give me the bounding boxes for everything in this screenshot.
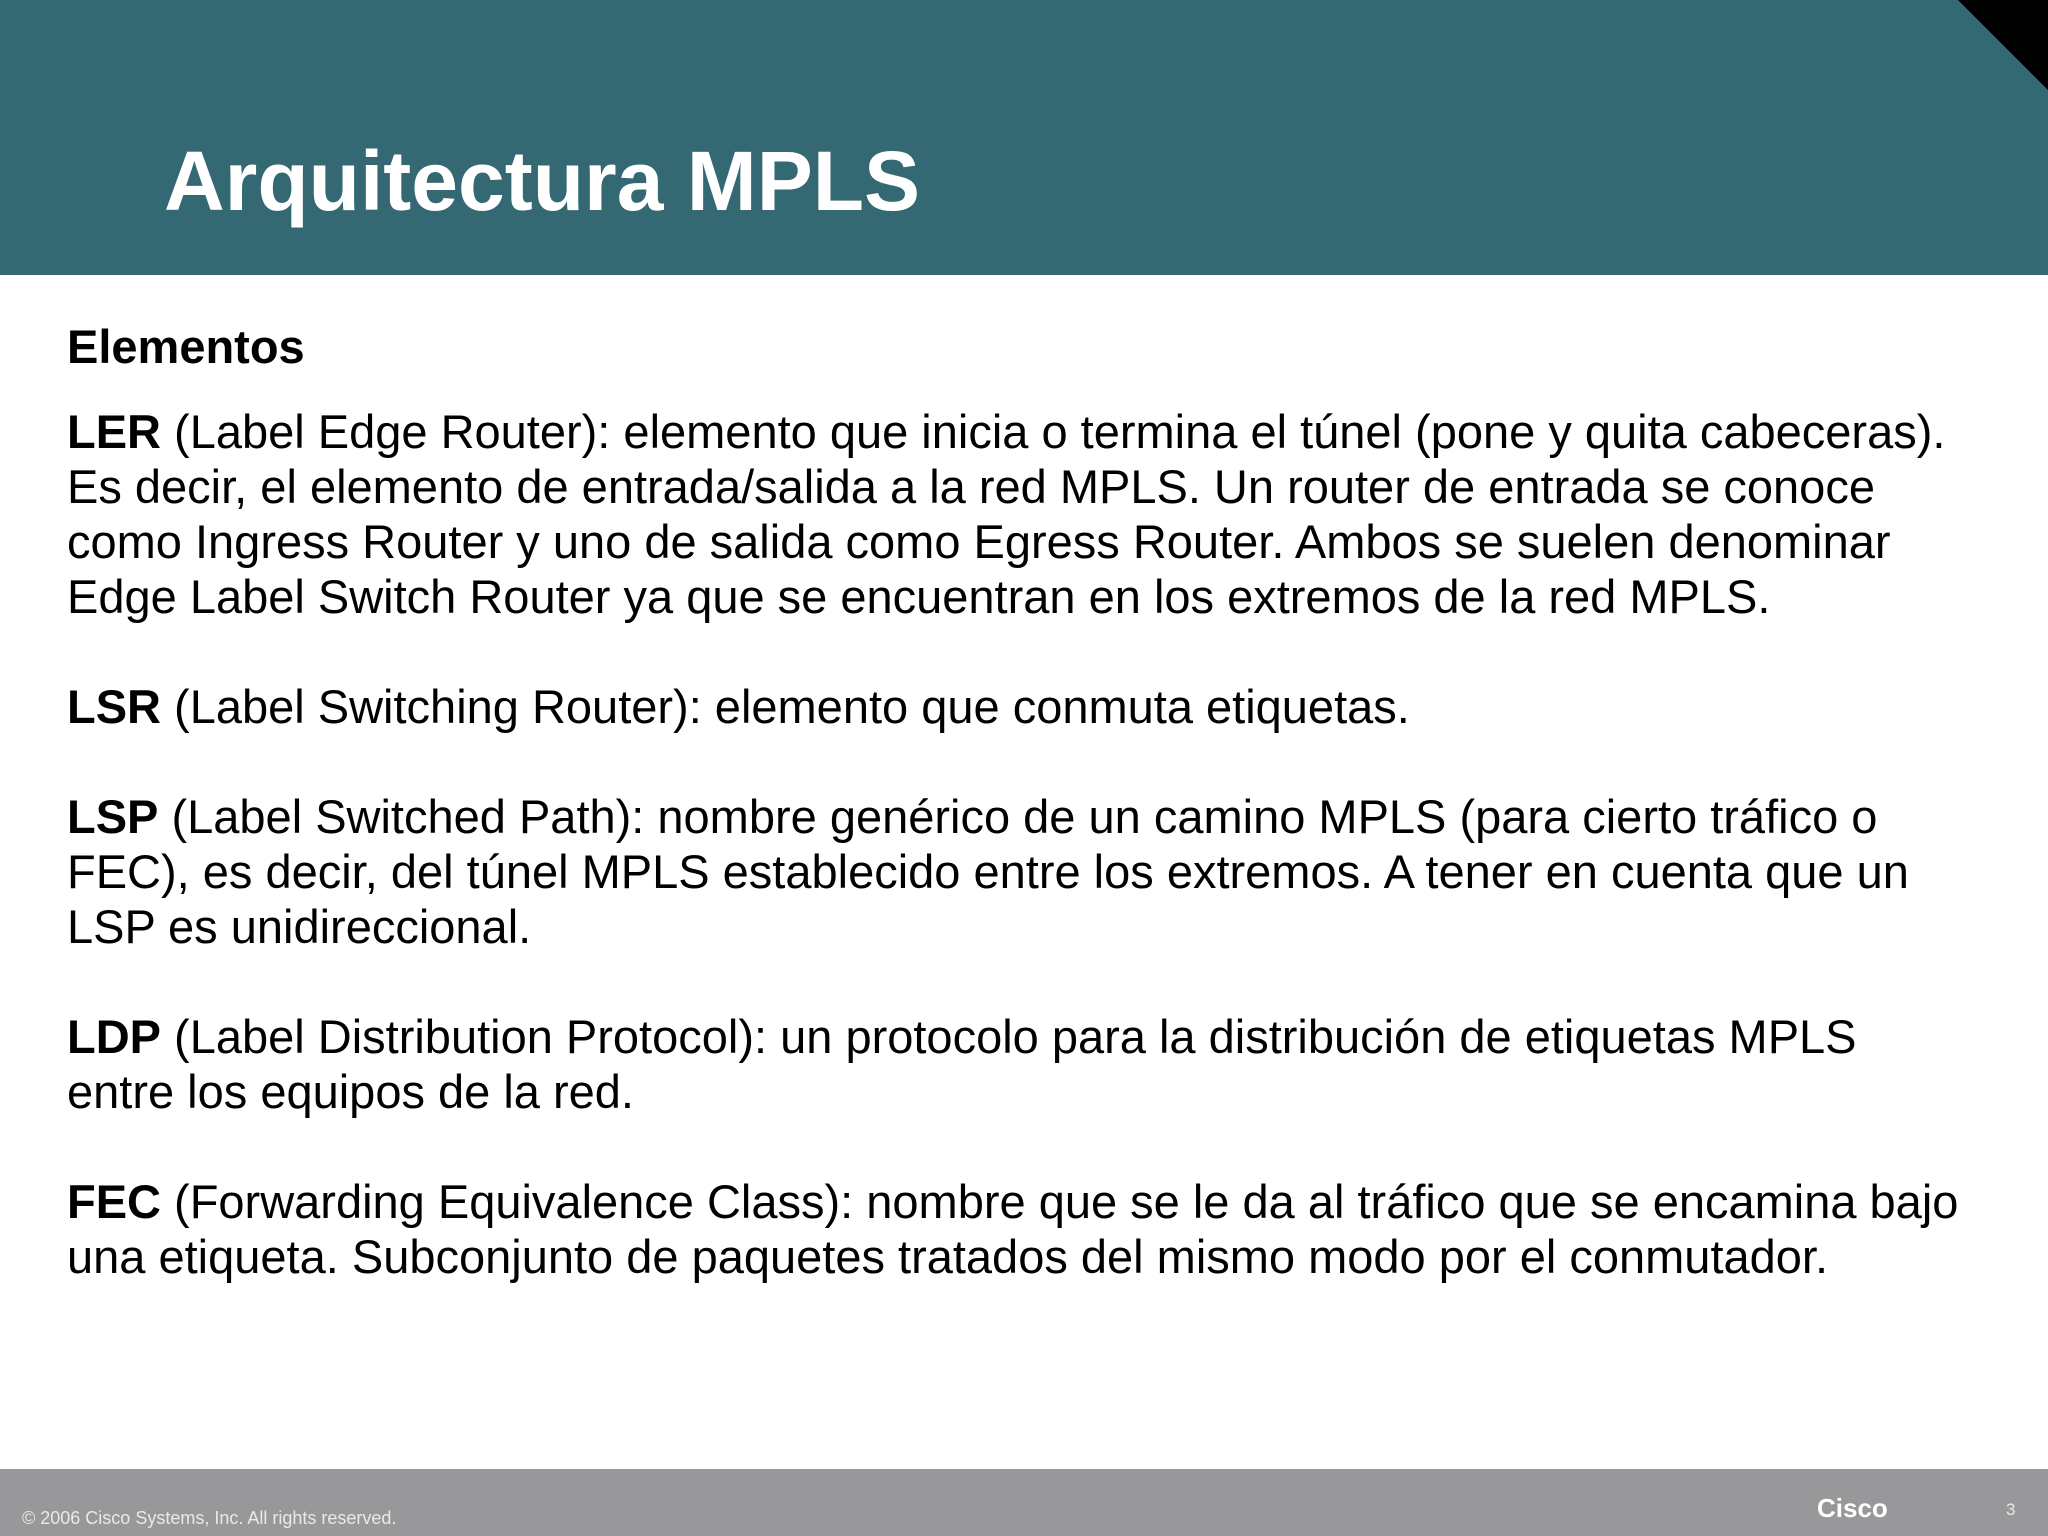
definition-text: (Forwarding Equivalence Class): nombre que se le da al tráfico que se encamina bajo una etiqueta. Subconjunto de paquetes tratados del mismo modo por el conmutador. <box>67 1175 1959 1283</box>
definition-fec <box>67 1174 1967 1284</box>
definition-text: (Label Edge Router): elemento que inicia o termina el túnel (pone y quita cabeceras). Es decir, el elemento de entrada/salida a la red MPLS. Un router de entrada se conoce como Ingress Router y uno de salida como Egress Router. Ambos se suelen denominar Edge Label Switch Router ya que se encuentran en los extremos de la red MPLS. <box>67 405 1946 623</box>
definition-term: FEC <box>67 1175 161 1228</box>
slide-content <box>67 316 1967 1339</box>
footer-bar <box>0 1469 2048 1536</box>
definition-lsp <box>67 789 1967 954</box>
definition-text: (Label Switching Router): elemento que conmuta etiquetas. <box>161 680 1410 733</box>
brand-wordmark: Cisco <box>1817 1493 1888 1523</box>
copyright-notice: © 2006 Cisco Systems, Inc. All rights reserved. <box>22 1508 397 1528</box>
page-number: 3 <box>2006 1500 2016 1519</box>
corner-fold-decoration <box>1958 0 2048 90</box>
definition-text: (Label Distribution Protocol): un protocolo para la distribución de etiquetas MPLS entre los equipos de la red. <box>67 1010 1857 1118</box>
definition-text: (Label Switched Path): nombre genérico de un camino MPLS (para cierto tráfico o FEC), es decir, del túnel MPLS establecido entre los extremos. A tener en cuenta que un LSP es unidireccional. <box>67 790 1909 953</box>
definition-term: LDP <box>67 1010 161 1063</box>
definition-ldp <box>67 1009 1967 1119</box>
definition-ler <box>67 404 1967 624</box>
definition-lsr <box>67 679 1967 734</box>
definition-term: LSP <box>67 790 159 843</box>
section-heading: Elementos <box>67 320 305 373</box>
definition-term: LER <box>67 405 161 458</box>
definition-term: LSR <box>67 680 161 733</box>
slide-title: Arquitectura MPLS <box>164 134 921 228</box>
title-bar <box>0 0 2048 275</box>
